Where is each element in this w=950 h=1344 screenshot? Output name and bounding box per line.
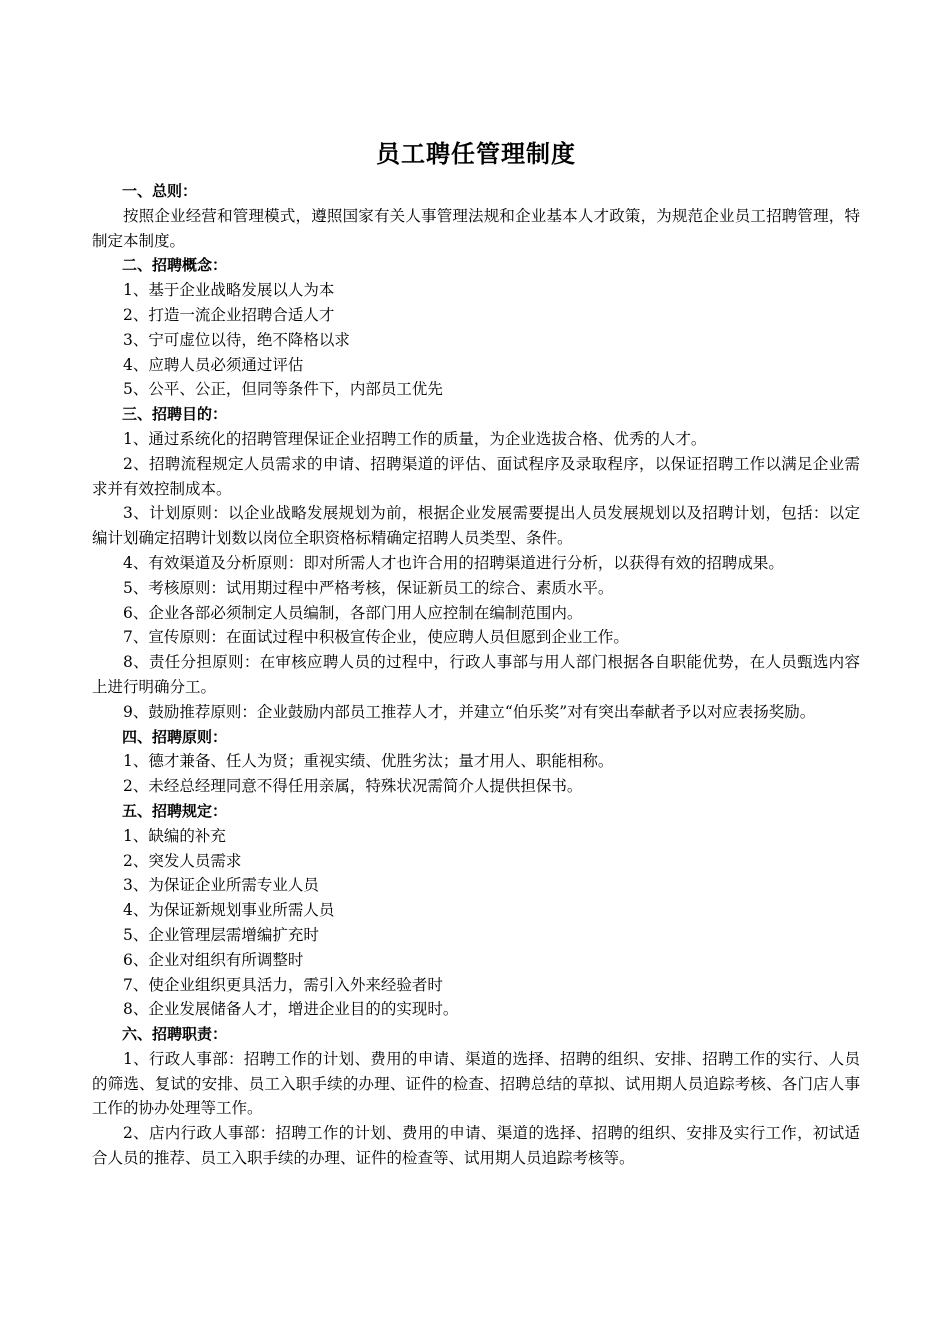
paragraph: 9、鼓励推荐原则：企业鼓励内部员工推荐人才，并建立“伯乐奖”对有突出奉献者予以对应表扬奖励。: [123, 702, 816, 721]
section: [92, 253, 860, 402]
list-item: 7、使企业组织更具活力，需引入外来经验者时: [123, 975, 443, 994]
list-item: 1、缺编的补充: [123, 826, 226, 845]
list-item: 1、基于企业战略发展以人为本: [123, 281, 335, 300]
section: [92, 1022, 860, 1171]
section: [92, 725, 860, 799]
list-item: 5、企业管理层需增编扩充时: [123, 925, 319, 944]
document-title: 员工聘任管理制度: [376, 140, 576, 168]
paragraph: 1、行政人事部：招聘工作的计划、费用的申请、渠道的选择、招聘的组织、安排、招聘工作的实行、人员的筛选、复试的安排、员工入职手续的办理、证件的检查、招聘总结的草拟、试用期人员追踪考核、各门店人事工作的协办处理等工作。: [92, 1049, 860, 1118]
paragraph: 2、招聘流程规定人员需求的申请、招聘渠道的评估、面试程序及录取程序，以保证招聘工作以满足企业需求并有效控制成本。: [92, 454, 860, 498]
list-item: 6、企业对组织有所调整时: [123, 950, 304, 969]
list-item: 4、应聘人员必须通过评估: [123, 355, 304, 374]
list-item: 3、宁可虚位以待，绝不降格以求: [123, 330, 350, 349]
section-heading: 四、招聘原则：: [122, 727, 228, 746]
paragraph: 3、计划原则：以企业战略发展规划为前，根据企业发展需要提出人员发展规划以及招聘计划，包括：以定编计划确定招聘计划数以岗位全职资格标精确定招聘人员类型、条件。: [92, 504, 860, 548]
list-item: 5、公平、公正，但同等条件下，内部员工优先: [123, 380, 443, 399]
document-body: [92, 179, 860, 1171]
paragraph: 2、店内行政人事部：招聘工作的计划、费用的申请、渠道的选择、招聘的组织、安排及实行工作，初试适合人员的推荐、员工入职手续的办理、证件的检查等、试用期人员追踪考核等。: [92, 1124, 860, 1168]
list-item: 8、企业发展储备人才，增进企业目的的实现时。: [123, 1000, 459, 1019]
list-item: 2、突发人员需求: [123, 851, 242, 870]
paragraph: 2、未经总经理同意不得任用亲属，特殊状况需简介人提供担保书。: [123, 777, 583, 796]
paragraph: 8、责任分担原则：在审核应聘人员的过程中，行政人事部与用人部门根据各自职能优势，在人员甄选内容上进行明确分工。: [92, 653, 860, 696]
document-page: [92, 128, 860, 1171]
section: [92, 179, 860, 253]
paragraph: 5、考核原则：试用期过程中严格考核，保证新员工的综合、素质水平。: [123, 578, 614, 597]
list-item: 3、为保证企业所需专业人员: [123, 876, 319, 895]
list-item: 4、为保证新规划事业所需人员: [123, 901, 335, 920]
section-heading: 六、招聘职责：: [122, 1025, 228, 1044]
paragraph: 1、德才兼备、任人为贤；重视实绩、优胜劣汰；量才用人、职能相称。: [123, 752, 614, 771]
section-heading: 一、总则：: [122, 182, 198, 200]
section-heading: 三、招聘目的：: [122, 405, 228, 424]
section: [92, 402, 860, 724]
paragraph: 按照企业经营和管理模式，遵照国家有关人事管理法规和企业基本人才政策，为规范企业员工招聘管理，特制定本制度。: [92, 206, 860, 250]
paragraph: 7、宣传原则：在面试过程中积极宣传企业，使应聘人员但愿到企业工作。: [123, 628, 629, 647]
paragraph: 1、通过系统化的招聘管理保证企业招聘工作的质量，为企业选拔合格、优秀的人才。: [123, 429, 707, 448]
paragraph: 6、企业各部必须制定人员编制，各部门用人应控制在编制范围内。: [123, 603, 583, 622]
section-heading: 五、招聘规定：: [122, 801, 228, 820]
section: [92, 799, 860, 1022]
section-heading: 二、招聘概念：: [122, 256, 228, 275]
list-item: 2、打造一流企业招聘合适人才: [123, 305, 335, 324]
paragraph: 4、有效渠道及分析原则：即对所需人才也许合用的招聘渠道进行分析，以获得有效的招聘成果。: [123, 553, 784, 572]
